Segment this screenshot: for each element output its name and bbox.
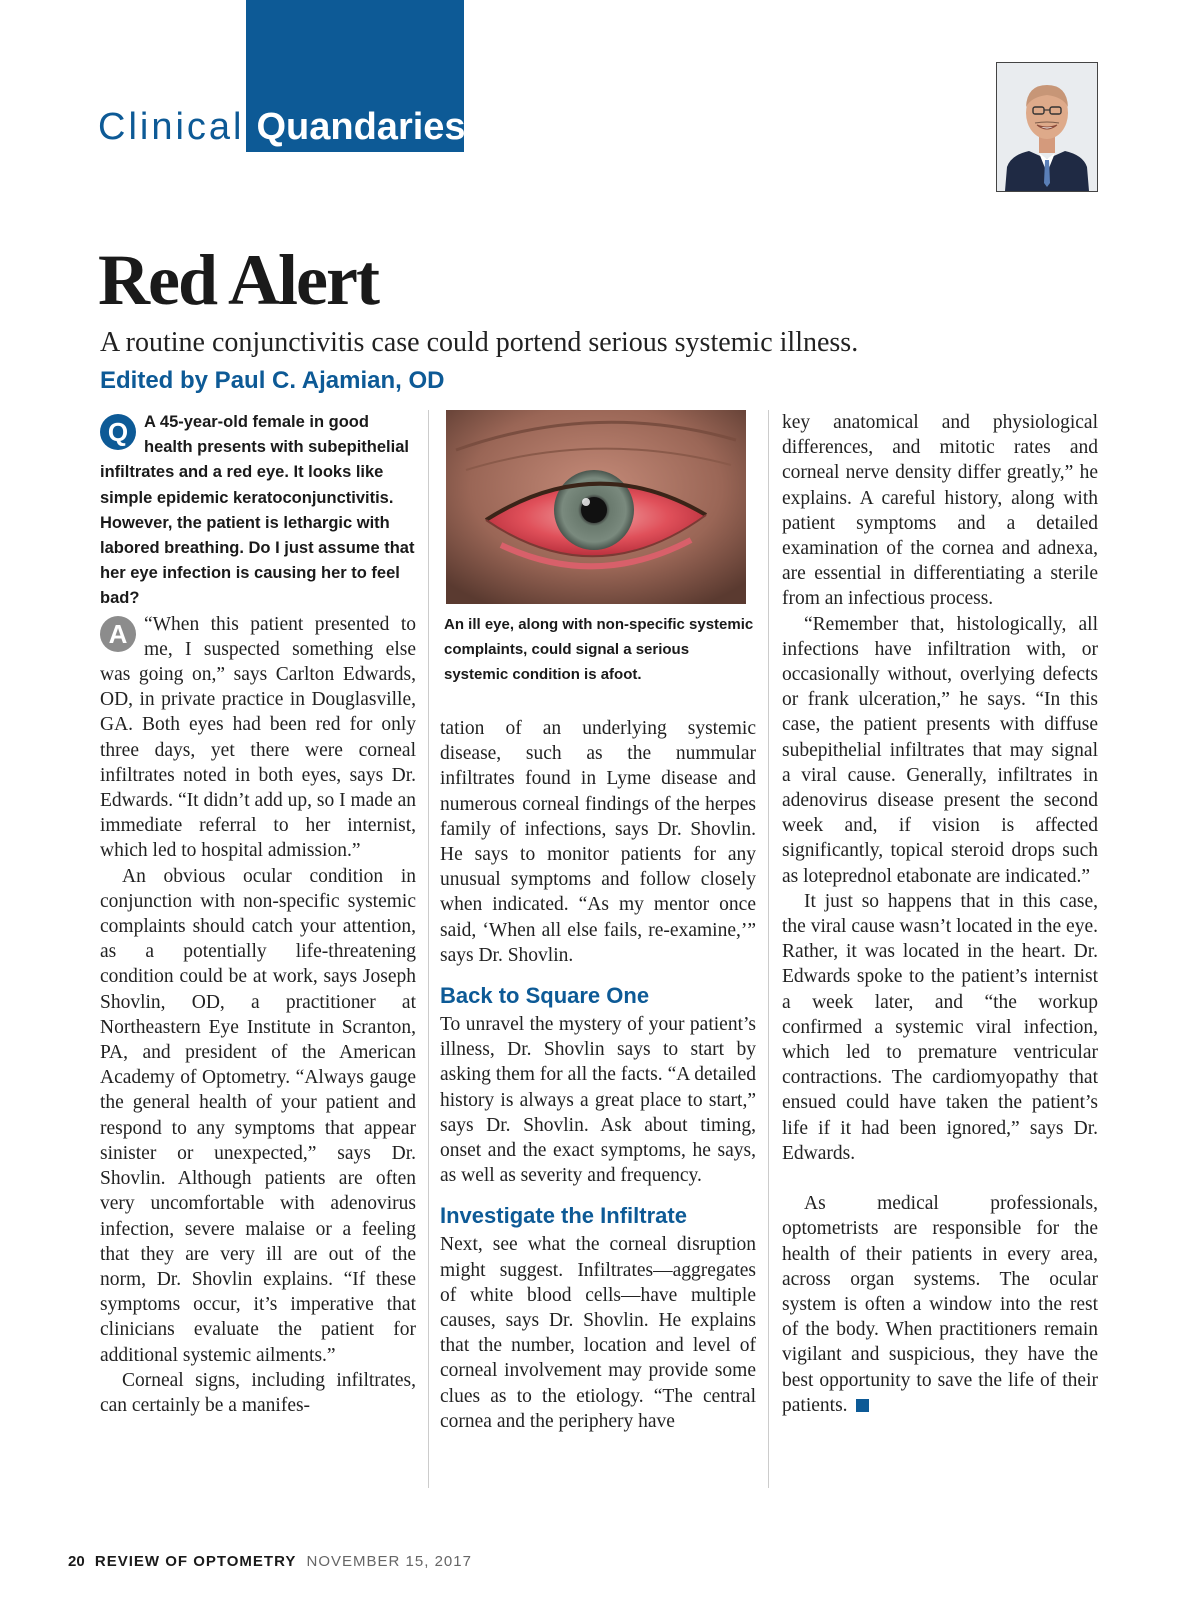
body-paragraph: To unravel the mystery of your patient’s illness, Dr. Shovlin says to start by asking them for all the facts. “A detailed history is always a great place to start,” says Dr. Shovlin. Ask about timing, onset and the exact symptoms, he says, as well as severity and frequency. [440, 1014, 756, 1187]
answer-paragraph [100, 612, 416, 864]
closing-paragraph [782, 1191, 1098, 1418]
question-badge: Q [100, 414, 136, 450]
body-paragraph: An obvious ocular condition in conjunction with non-specific systemic complaints should catch your attention, as a potentially life-threatening condition could be at work, says Joseph Shovlin, OD, a practitioner at Northeastern Eye Institute in Scranton, PA, and president of the American Academy of Optometry. “Always gauge the general health of your patient and respond to any symptoms that appear sinister or unexpected,” says Dr. Shovlin. Although patients are often very uncomfortable with adenovirus infection, severe malaise or a feeling that they are very ill are out of the norm, Dr. Shovlin explains. “If these symptoms occur, it’s imperative that clinicians evaluate the patient for additional systemic ailments.” [100, 865, 416, 1366]
body-paragraph: Next, see what the corneal disruption might suggest. Infiltrates—aggregates of white blood cells—have multiple causes, says Dr. Shovlin. He explains that the number, location and level of corneal involvement may provide some clues as to the etiology. “The central cornea and the periphery have [440, 1234, 756, 1432]
section-label [98, 104, 466, 150]
body-paragraph: tation of an underlying systemic disease, such as the nummular infiltrates found in Lyme disease and numerous corneal findings of the herpes family of infections, says Dr. Shovlin. He says to monitor patients for any unusual symptoms and follow closely when indicated. “As my mentor once said, ‘When all else fails, re-examine,’” says Dr. Shovlin. [440, 718, 756, 966]
question-text: A 45-year-old female in good health presents with subepithelial infiltrates and a red eye. It looks like simple epidemic keratoconjunctivitis. However, the patient is lethargic with labored breathing. Do I just assume that her eye infection is causing her to feel bad? [100, 413, 415, 608]
column-right [782, 410, 1098, 1418]
article-deck: A routine conjunctivitis case could portend serious systemic illness. [100, 327, 859, 358]
column-middle [440, 716, 756, 1434]
body-paragraph: key anatomical and physiological differences, and mitotic rates and corneal nerve density differ greatly,” he explains. A careful history, along with patient symptoms and a detailed examination of the cornea and adnexa, are essential in differentiating a sterile from an infectious process. [782, 412, 1098, 610]
section-word-clinical: Clinical [98, 106, 245, 148]
body-paragraph: It just so happens that in this case, the viral cause wasn’t located in the eye. Rather, it was located in the heart. Dr. Edwards spoke to the patient’s internist a week later, and “the workup confirmed a systemic viral infection, which led to premature ventricular contractions. The cardiomyopathy that ensued could have taken the patient’s life if it had been ignored,” says Dr. Edwards. [782, 890, 1098, 1164]
section-word-quandaries: Quandaries [256, 106, 466, 148]
body-paragraph: “When this patient presented to me, I suspected something else was going on,” says Carlton Edwards, OD, in private practice in Douglasville, GA. Both eyes had been red for only three days, yet there were corneal infiltrates noted in both eyes, says Dr. Edwards. “It didn’t add up, so I made an immediate referral to her internist, which led to hospital admission.” [100, 613, 416, 862]
end-of-article-icon [856, 1399, 869, 1412]
answer-badge: A [100, 616, 136, 652]
issue-date: NOVEMBER 15, 2017 [306, 1553, 472, 1570]
red-eye-photo [446, 410, 746, 604]
subhead-back-to-square-one: Back to Square One [440, 983, 650, 1009]
photo-caption: An ill eye, along with non-specific systemic complaints, could signal a serious systemic condition is afoot. [444, 616, 754, 683]
page-number: 20 [68, 1553, 85, 1570]
column-divider [768, 410, 769, 1488]
magazine-name: REVIEW OF OPTOMETRY [94, 1553, 297, 1570]
article-title: Red Alert [98, 240, 378, 320]
article-byline: Edited by Paul C. Ajamian, OD [100, 367, 445, 394]
column-left [100, 410, 416, 1418]
question-block [100, 410, 416, 612]
subhead-investigate-the-infiltrate: Investigate the Infiltrate [440, 1203, 687, 1229]
page-footer [68, 1552, 472, 1572]
body-paragraph: As medical professionals, optometrists are responsible for the health of their patients in every area, across organ systems. The ocular system is often a window into the rest of the body. When practitioners remain vigilant and suspicious, they have the best opportunity to save the life of their patients. [782, 1193, 1098, 1416]
column-divider [428, 410, 429, 1488]
body-paragraph: “Remember that, histologically, all infections have infiltration with, or occasionally without, overlying defects or frank ulceration,” he says. “In this case, the patient presents with diffuse subepithelial infiltrates that may signal a viral cause. Generally, infiltrates in adenovirus disease present the second week and, if vision is affected significantly, topical steroid drops such as loteprednol etabonate are indicated.” [782, 613, 1098, 887]
body-paragraph: Corneal signs, including infiltrates, can certainly be a manifes- [100, 1369, 416, 1416]
editor-headshot [996, 62, 1098, 192]
